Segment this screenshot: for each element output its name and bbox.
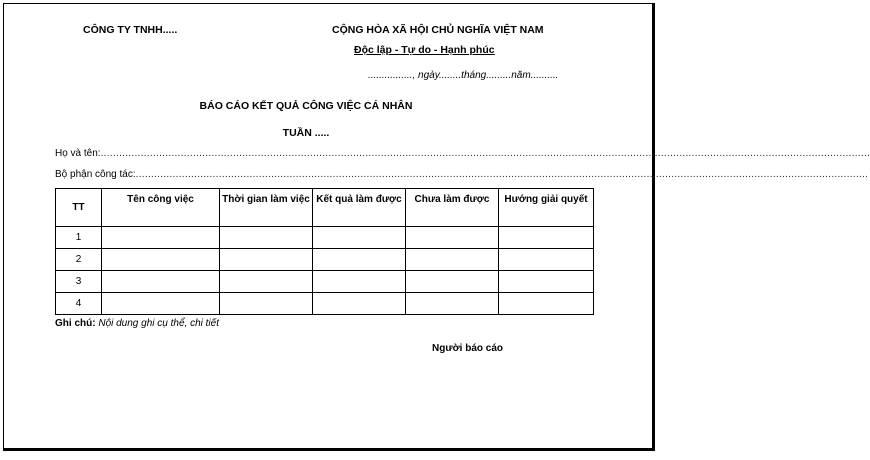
table-cell — [220, 227, 313, 249]
table-cell — [313, 249, 406, 271]
table-cell — [102, 249, 220, 271]
column-header-solution: Hướng giải quyết — [499, 189, 594, 227]
table-row — [56, 271, 594, 293]
national-motto: Độc lập - Tự do - Hạnh phúc — [354, 44, 495, 56]
table-cell — [406, 249, 499, 271]
name-field — [55, 148, 870, 159]
department-fill-line: .............................................................................................................................................................................................................................................. — [135, 169, 869, 180]
department-field — [55, 169, 869, 180]
department-label: Bộ phận công tác: — [55, 169, 136, 180]
table-cell — [102, 227, 220, 249]
column-header-task: Tên công việc — [102, 189, 220, 227]
work-report-table — [55, 188, 594, 315]
table-cell — [220, 271, 313, 293]
table-row — [56, 249, 594, 271]
report-title: BÁO CÁO KẾT QUẢ CÔNG VIỆC CÁ NHÂN — [199, 100, 413, 112]
national-title: CỘNG HÒA XÃ HỘI CHỦ NGHĨA VIỆT NAM — [332, 24, 544, 36]
column-header-result: Kết quả làm được — [313, 189, 406, 227]
table-row — [56, 227, 594, 249]
name-label: Họ và tên: — [55, 148, 101, 159]
reporter-signature-label: Người báo cáo — [432, 343, 504, 354]
table-cell — [220, 249, 313, 271]
table-cell — [313, 227, 406, 249]
table-cell — [102, 271, 220, 293]
name-fill-line: .......................................................................................................................................................................................................................................................... — [100, 148, 870, 159]
table-header-row — [56, 189, 594, 227]
note-text: Nội dung ghi cụ thể, chi tiết — [95, 318, 219, 329]
table-cell — [406, 293, 499, 315]
table-cell — [313, 293, 406, 315]
table-cell — [499, 227, 594, 249]
table-cell — [313, 271, 406, 293]
column-header-time: Thời gian làm việc — [220, 189, 313, 227]
company-name: CÔNG TY TNHH..... — [83, 24, 178, 36]
note-label: Ghi chú: — [55, 318, 96, 329]
table-cell — [102, 293, 220, 315]
date-line: ................, ngày........tháng.........năm.......... — [368, 70, 559, 81]
row-number: 1 — [56, 227, 102, 249]
row-number: 2 — [56, 249, 102, 271]
table-cell — [220, 293, 313, 315]
table-cell — [406, 271, 499, 293]
table-cell — [499, 293, 594, 315]
table-row — [56, 293, 594, 315]
report-week: TUẦN ..... — [282, 127, 330, 139]
row-number: 3 — [56, 271, 102, 293]
column-header-pending: Chưa làm được — [406, 189, 499, 227]
row-number: 4 — [56, 293, 102, 315]
table-cell — [499, 249, 594, 271]
table-cell — [499, 271, 594, 293]
note — [55, 318, 219, 329]
column-header-tt: TT — [56, 189, 102, 227]
table-cell — [406, 227, 499, 249]
